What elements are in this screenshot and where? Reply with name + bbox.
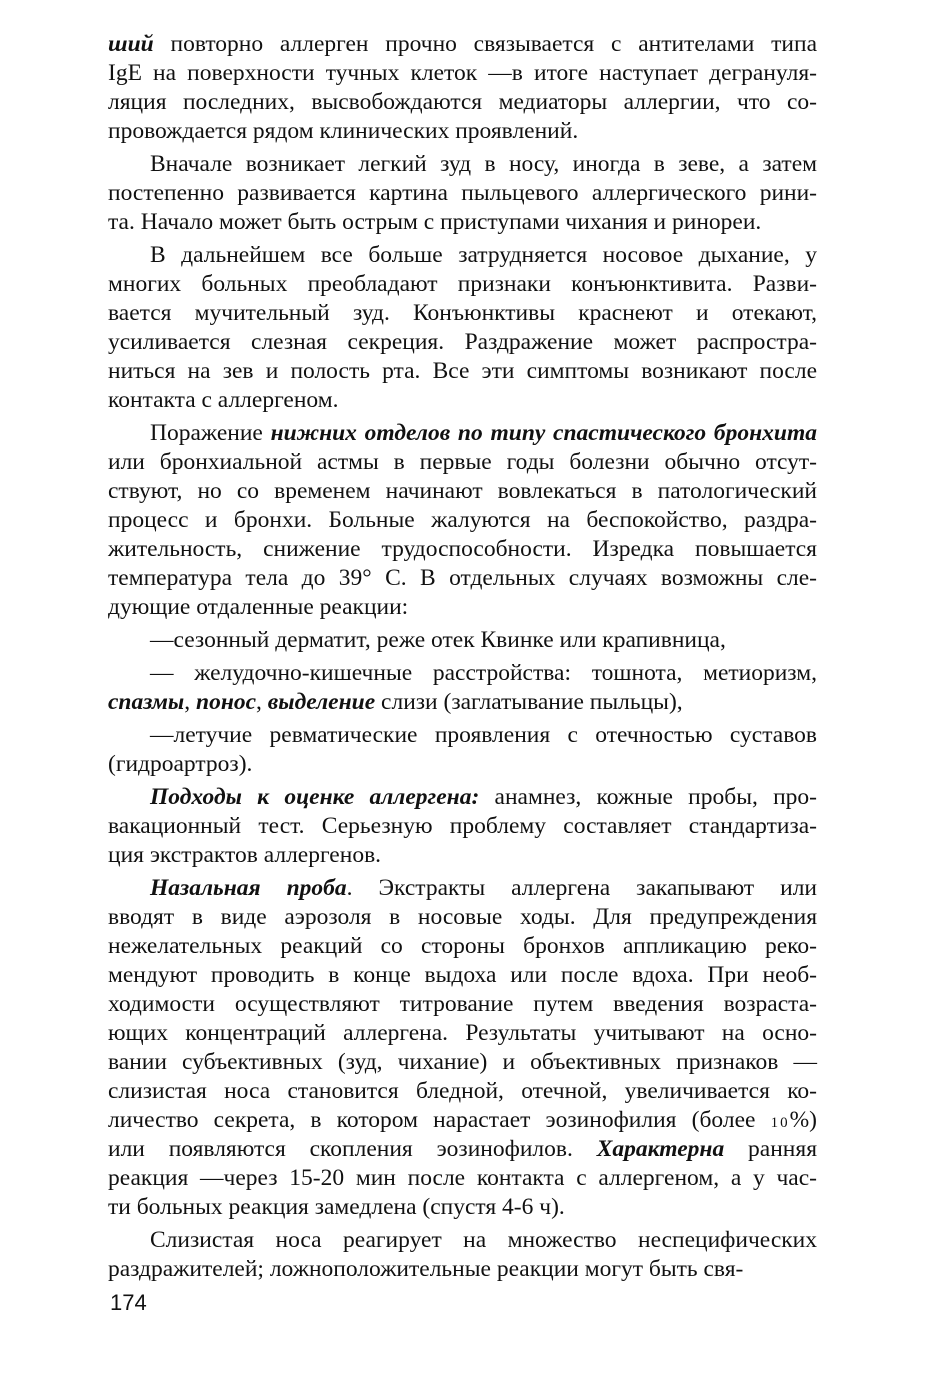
text-run: ранняя (724, 1136, 818, 1162)
page-number: 174 (110, 1290, 147, 1315)
text-line (108, 179, 817, 208)
text-line (108, 1077, 817, 1106)
text-line (108, 419, 817, 448)
text-run: или бронхиальной астмы в первые годы болезни обычно отсут- (108, 449, 817, 475)
text-line (108, 721, 817, 750)
emphasis-text: нижних отделов по типу спастического бронхита (270, 420, 817, 446)
text-run: ствуют, но со временем начинают вовлекаться в патологический (108, 478, 817, 504)
text-run: нежелательных реакций со стороны бронхов аппликацию реко- (108, 933, 817, 959)
text-line (108, 59, 817, 88)
text-line (108, 357, 817, 386)
text-line (108, 593, 817, 622)
text-line (108, 270, 817, 299)
text-run: ти больных реакция замедлена (спустя 4-6 ч). (108, 1194, 565, 1220)
text-run: усиливается слезная секреция. Раздражение может распростра- (108, 329, 817, 355)
text-run: — желудочно-кишечные расстройства: тошнота, метиоризм, (150, 660, 817, 686)
text-run: (гидроартроз). (108, 751, 253, 777)
text-run: —сезонный дерматит, реже отек Квинке или крапивница, (150, 627, 726, 653)
text-line (108, 750, 817, 779)
text-line (108, 88, 817, 117)
text-run: раздражителей; ложноположительные реакции могут быть свя- (108, 1256, 744, 1282)
text-run: , (256, 689, 268, 715)
text-run: В дальнейшем все больше затрудняется носовое дыхание, у (150, 242, 817, 268)
small-numeral: 10 (770, 1115, 790, 1131)
text-run: —летучие ревматические проявления с отечностью суставов (150, 722, 817, 748)
text-run: мендуют проводить в конце выдоха или после вдоха. При необ- (108, 962, 817, 988)
text-run: повторно аллерген прочно связывается с антителами типа (153, 31, 817, 57)
text-run: ляция последних, высвобождаются медиаторы аллергии, что со- (108, 89, 817, 115)
text-line (108, 30, 817, 59)
text-line (108, 506, 817, 535)
text-line (108, 1019, 817, 1048)
text-line (108, 783, 817, 812)
text-line (108, 1106, 817, 1135)
paragraph-p8 (108, 783, 817, 870)
emphasis-text: Назальная проба (150, 875, 347, 901)
text-run: %) (789, 1107, 817, 1133)
text-line (108, 208, 817, 237)
text-run: Вначале возникает легкий зуд в носу, иногда в зеве, а затем (150, 151, 817, 177)
text-run: Поражение (150, 420, 271, 446)
text-run: IgE на поверхности тучных клеток —в итоге наступает дегрануля- (108, 60, 817, 86)
text-run: ция экстрактов аллергенов. (108, 842, 382, 868)
paragraph-p3 (108, 241, 817, 415)
paragraph-p4 (108, 419, 817, 622)
text-line (108, 626, 817, 655)
text-run: или появляются скопления эозинофилов. (108, 1136, 597, 1162)
text-run: личество секрета, в котором нарастает эозинофилия (более (108, 1107, 771, 1133)
text-line (108, 117, 817, 146)
text-line (108, 386, 817, 415)
text-run: жительность, снижение трудоспособности. Изредка повышается (108, 536, 817, 562)
text-run: та. Начало может быть острым с приступами чихания и ринореи. (108, 209, 762, 235)
emphasis-text: спазмы (108, 689, 185, 715)
text-run: многих больных преобладают признаки конъюнктивита. Разви- (108, 271, 817, 297)
text-line (108, 564, 817, 593)
text-line (108, 688, 817, 717)
text-line (108, 874, 817, 903)
paragraph-p1 (108, 30, 817, 146)
text-line (108, 932, 817, 961)
text-run: слизи (заглатывание пыльцы), (375, 689, 683, 715)
emphasis-text: Характерна (596, 1136, 725, 1162)
paragraph-p6 (108, 659, 817, 717)
text-line (108, 328, 817, 357)
paragraph-p2 (108, 150, 817, 237)
text-line (108, 1226, 817, 1255)
emphasis-text: ший (108, 31, 154, 57)
text-run: анамнез, кожные пробы, про- (479, 784, 817, 810)
text-line (108, 299, 817, 328)
emphasis-text: Подходы к оценке аллергена: (150, 784, 480, 810)
text-line (108, 1255, 817, 1284)
text-run: , (184, 689, 196, 715)
text-line (108, 990, 817, 1019)
paragraph-p9 (108, 874, 817, 1222)
text-line (108, 448, 817, 477)
text-run: . Экстракты аллергена закапывают или (346, 875, 817, 901)
text-line (108, 241, 817, 270)
text-run: Слизистая носа реагирует на множество неспецифических (150, 1227, 817, 1253)
text-line (108, 961, 817, 990)
text-line (108, 812, 817, 841)
text-run: слизистая носа становится бледной, отечной, увеличивается ко- (108, 1078, 817, 1104)
text-line (108, 903, 817, 932)
text-run: вании субъективных (зуд, чихание) и объективных признаков — (108, 1049, 817, 1075)
text-line (108, 659, 817, 688)
paragraph-p7 (108, 721, 817, 779)
text-line (108, 1135, 817, 1164)
emphasis-text: понос (196, 689, 257, 715)
paragraph-p10 (108, 1226, 817, 1284)
text-run: ющих концентраций аллергена. Результаты учитывают на осно- (108, 1020, 817, 1046)
text-run: вводят в виде аэрозоля в носовые ходы. Для предупреждения (108, 904, 817, 930)
text-run: ниться на зев и полость рта. Все эти симптомы возникают после (108, 358, 817, 384)
text-run: ходимости осуществляют титрование путем введения возраста- (108, 991, 817, 1017)
text-run: постепенно развивается картина пыльцевого аллергического рини- (108, 180, 817, 206)
text-line (108, 841, 817, 870)
text-line (108, 1193, 817, 1222)
text-line (108, 150, 817, 179)
paragraph-p5 (108, 626, 817, 655)
text-run: температура тела до 39° С. В отдельных случаях возможны сле- (108, 565, 817, 591)
text-run: реакция —через 15-20 мин после контакта с аллергеном, а у час- (108, 1165, 817, 1191)
emphasis-text: выделение (267, 689, 376, 715)
text-line (108, 1164, 817, 1193)
text-line (108, 1048, 817, 1077)
text-line (108, 535, 817, 564)
text-run: дующие отдаленные реакции: (108, 594, 409, 620)
text-line (108, 477, 817, 506)
page-body-text (108, 30, 817, 1284)
text-run: вается мучительный зуд. Конъюнктивы краснеют и отекают, (108, 300, 817, 326)
text-run: контакта с аллергеном. (108, 387, 339, 413)
text-run: процесс и бронхи. Больные жалуются на беспокойство, раздра- (108, 507, 817, 533)
text-run: провождается рядом клинических проявлений. (108, 118, 579, 144)
text-run: вакационный тест. Серьезную проблему составляет стандартиза- (108, 813, 817, 839)
